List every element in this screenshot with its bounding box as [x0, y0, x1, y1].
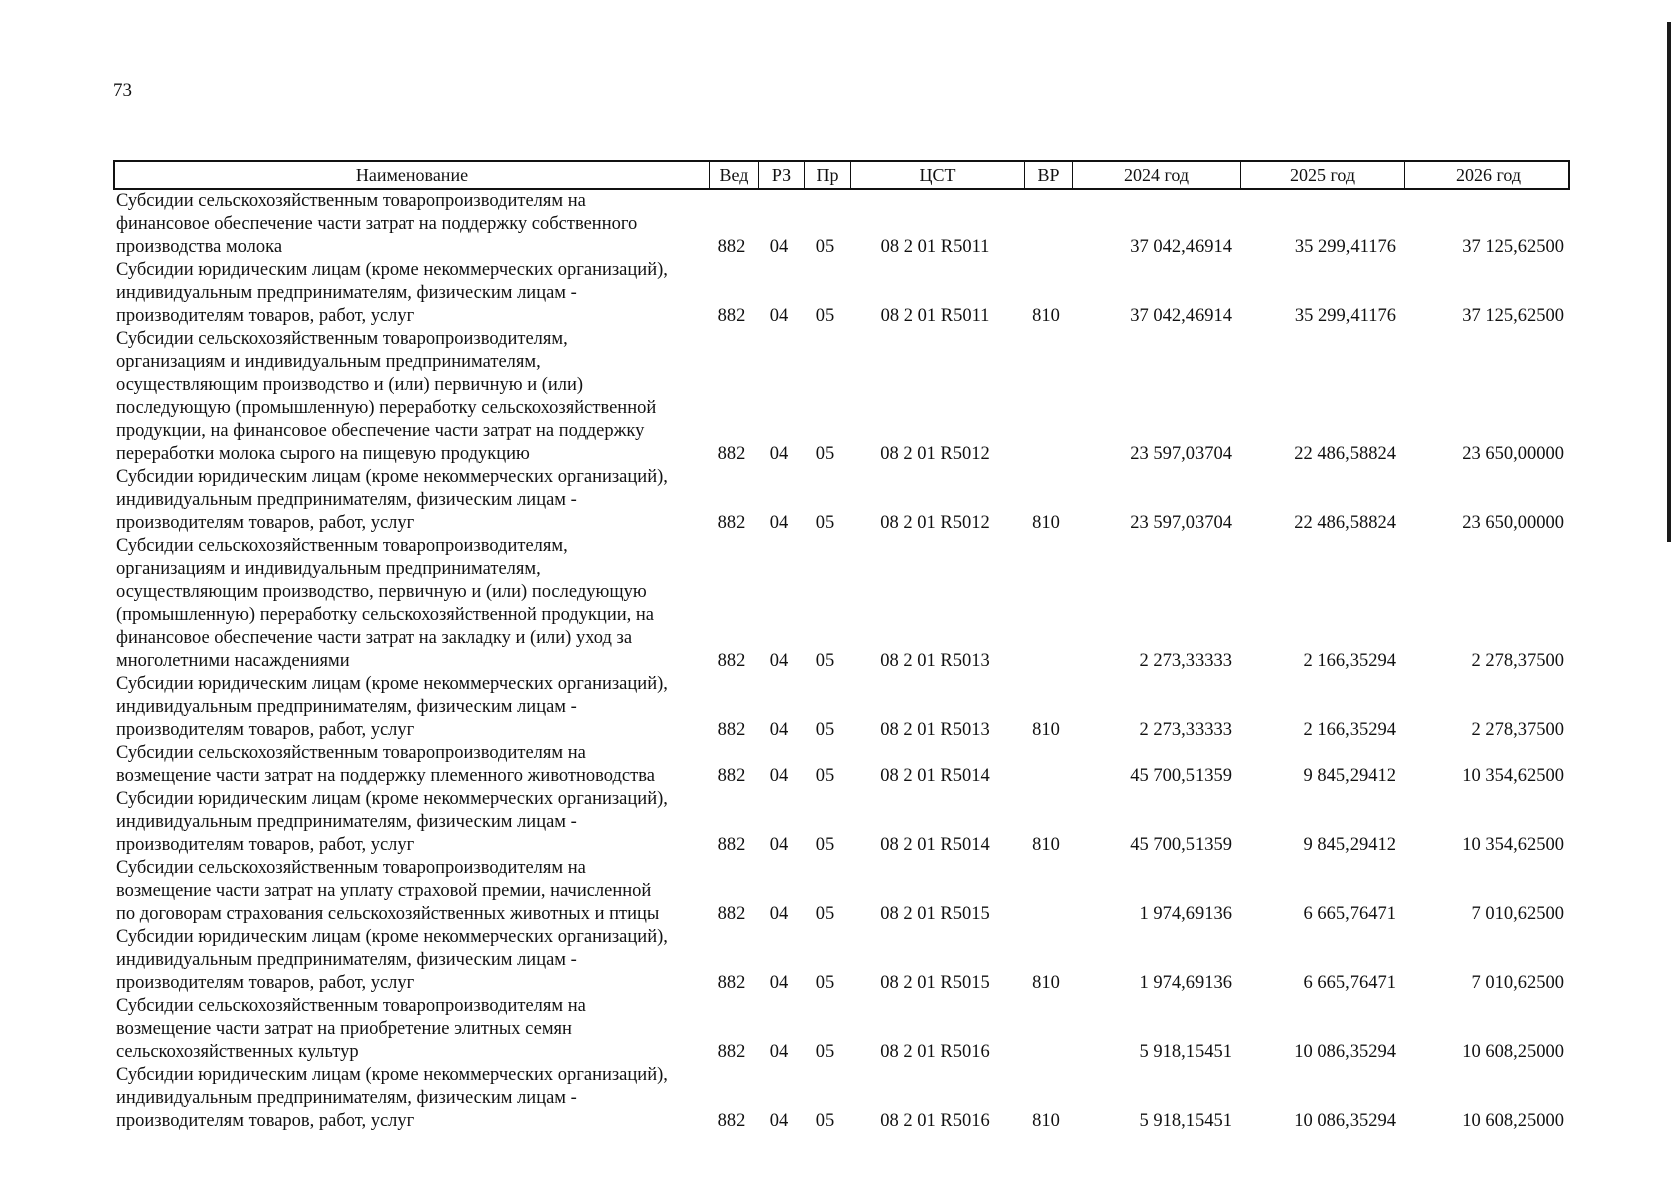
row-vr: 810 — [1032, 1111, 1060, 1131]
row-amount-2025: 10 086,35294 — [1294, 1111, 1396, 1131]
row-cst: 08 2 01 R5014 — [880, 835, 990, 855]
row-cst: 08 2 01 R5012 — [880, 444, 990, 464]
row-amount-2025: 35 299,41176 — [1294, 237, 1396, 257]
row-amount-2025: 9 845,29412 — [1303, 835, 1396, 855]
header-2026: 2026 год — [1404, 162, 1572, 188]
row-rz: 04 — [769, 835, 789, 855]
row-rz: 04 — [769, 513, 789, 533]
row-amount-2026: 10 608,25000 — [1462, 1111, 1564, 1131]
row-amount-2024: 37 042,46914 — [1130, 306, 1232, 326]
row-ved: 882 — [717, 651, 746, 671]
row-pr: 05 — [815, 835, 835, 855]
row-vr: 810 — [1032, 835, 1060, 855]
row-rz: 04 — [769, 720, 789, 740]
row-vr: 810 — [1032, 513, 1060, 533]
header-pr: Пр — [804, 162, 850, 188]
header-rz: РЗ — [758, 162, 804, 188]
row-cst: 08 2 01 R5016 — [880, 1111, 990, 1131]
row-vr: 810 — [1032, 306, 1060, 326]
table-row — [113, 673, 1570, 742]
header-vr: ВР — [1024, 162, 1072, 188]
row-rz: 04 — [769, 444, 789, 464]
row-ved: 882 — [717, 306, 746, 326]
row-pr: 05 — [815, 904, 835, 924]
row-name: Субсидии юридическим лицам (кроме некоммерческих организаций), индивидуальным предпринимателям, физическим лицам - производителям товаров, работ, услуг — [116, 260, 668, 326]
row-cst: 08 2 01 R5012 — [880, 513, 990, 533]
table-row — [113, 1064, 1570, 1133]
table-row — [113, 742, 1570, 788]
row-name: Субсидии сельскохозяйственным товаропроизводителям на возмещение части затрат на поддержку племенного животноводства — [116, 743, 655, 786]
row-name: Субсидии сельскохозяйственным товаропроизводителям на возмещение части затрат на уплату страховой премии, начисленной по договорам страхования сельскохозяйственных животных и птицы — [116, 858, 660, 924]
row-pr: 05 — [815, 651, 835, 671]
row-name: Субсидии юридическим лицам (кроме некоммерческих организаций), индивидуальным предпринимателям, физическим лицам - производителям товаров, работ, услуг — [116, 927, 668, 993]
header-cst: ЦСТ — [850, 162, 1024, 188]
table-body — [113, 190, 1570, 1133]
row-ved: 882 — [717, 444, 746, 464]
header-2024: 2024 год — [1072, 162, 1240, 188]
row-ved: 882 — [717, 904, 746, 924]
row-amount-2025: 6 665,76471 — [1303, 904, 1396, 924]
table-row — [113, 259, 1570, 328]
row-pr: 05 — [815, 1042, 835, 1062]
row-amount-2026: 10 354,62500 — [1462, 766, 1564, 786]
row-ved: 882 — [717, 835, 746, 855]
row-rz: 04 — [769, 766, 789, 786]
header-ved: Вед — [709, 162, 758, 188]
row-amount-2026: 7 010,62500 — [1471, 904, 1564, 924]
row-pr: 05 — [815, 306, 835, 326]
budget-table — [113, 160, 1570, 1133]
row-pr: 05 — [815, 973, 835, 993]
row-ved: 882 — [717, 973, 746, 993]
row-amount-2025: 10 086,35294 — [1294, 1042, 1396, 1062]
row-rz: 04 — [769, 1111, 789, 1131]
row-amount-2025: 35 299,41176 — [1294, 306, 1396, 326]
row-ved: 882 — [717, 720, 746, 740]
row-amount-2026: 23 650,00000 — [1462, 444, 1564, 464]
row-amount-2026: 2 278,37500 — [1471, 720, 1564, 740]
row-name: Субсидии сельскохозяйственным товаропроизводителям на возмещение части затрат на приобретение элитных семян сельскохозяйственных культур — [116, 996, 586, 1062]
row-pr: 05 — [815, 513, 835, 533]
header-2025: 2025 год — [1240, 162, 1404, 188]
row-cst: 08 2 01 R5011 — [880, 306, 990, 326]
table-row — [113, 328, 1570, 466]
row-rz: 04 — [769, 651, 789, 671]
row-amount-2025: 2 166,35294 — [1303, 720, 1396, 740]
table-header — [113, 160, 1570, 190]
row-pr: 05 — [815, 1111, 835, 1131]
row-cst: 08 2 01 R5015 — [880, 904, 990, 924]
row-rz: 04 — [769, 237, 789, 257]
row-pr: 05 — [815, 766, 835, 786]
row-amount-2026: 10 608,25000 — [1462, 1042, 1564, 1062]
row-amount-2024: 5 918,15451 — [1139, 1042, 1232, 1062]
row-rz: 04 — [769, 306, 789, 326]
header-name: Наименование — [355, 165, 469, 185]
row-name: Субсидии юридическим лицам (кроме некоммерческих организаций), индивидуальным предпринимателям, физическим лицам - производителям товаров, работ, услуг — [116, 1065, 668, 1131]
row-amount-2024: 1 974,69136 — [1139, 973, 1232, 993]
row-cst: 08 2 01 R5014 — [880, 766, 990, 786]
scan-edge-line — [1667, 22, 1671, 542]
table-row — [113, 466, 1570, 535]
row-pr: 05 — [815, 720, 835, 740]
row-amount-2025: 22 486,58824 — [1294, 513, 1396, 533]
row-amount-2024: 23 597,03704 — [1130, 444, 1232, 464]
row-amount-2024: 45 700,51359 — [1130, 766, 1232, 786]
row-amount-2026: 10 354,62500 — [1462, 835, 1564, 855]
table-row — [113, 995, 1570, 1064]
row-ved: 882 — [717, 766, 746, 786]
row-amount-2025: 22 486,58824 — [1294, 444, 1396, 464]
page-number: 73 — [113, 80, 132, 101]
row-cst: 08 2 01 R5011 — [880, 237, 990, 257]
table-row — [113, 788, 1570, 857]
row-ved: 882 — [717, 1111, 746, 1131]
row-pr: 05 — [815, 444, 835, 464]
table-row — [113, 926, 1570, 995]
row-amount-2026: 37 125,62500 — [1462, 306, 1564, 326]
row-amount-2026: 37 125,62500 — [1462, 237, 1564, 257]
row-cst: 08 2 01 R5016 — [880, 1042, 990, 1062]
row-name: Субсидии юридическим лицам (кроме некоммерческих организаций), индивидуальным предпринимателям, физическим лицам - производителям товаров, работ, услуг — [116, 789, 668, 855]
table-row — [113, 190, 1570, 259]
row-vr: 810 — [1032, 720, 1060, 740]
row-amount-2024: 45 700,51359 — [1130, 835, 1232, 855]
row-amount-2026: 23 650,00000 — [1462, 513, 1564, 533]
row-amount-2025: 6 665,76471 — [1303, 973, 1396, 993]
table-row — [113, 535, 1570, 673]
row-name: Субсидии сельскохозяйственным товаропроизводителям, организациям и индивидуальным предпринимателям, осуществляющим производство, первичную и (или) последующую (промышленную) переработку сельскохозяйственной продукции, на финансовое обеспечение части затрат на закладку и (или) уход за многолетними насаждениями — [116, 536, 654, 671]
row-amount-2026: 7 010,62500 — [1471, 973, 1564, 993]
row-amount-2024: 23 597,03704 — [1130, 513, 1232, 533]
row-cst: 08 2 01 R5013 — [880, 720, 990, 740]
row-amount-2024: 37 042,46914 — [1130, 237, 1232, 257]
row-amount-2024: 2 273,33333 — [1139, 651, 1232, 671]
row-amount-2025: 9 845,29412 — [1303, 766, 1396, 786]
row-amount-2024: 5 918,15451 — [1139, 1111, 1232, 1131]
row-ved: 882 — [717, 513, 746, 533]
row-cst: 08 2 01 R5015 — [880, 973, 990, 993]
row-amount-2024: 2 273,33333 — [1139, 720, 1232, 740]
row-vr: 810 — [1032, 973, 1060, 993]
row-name: Субсидии юридическим лицам (кроме некоммерческих организаций), индивидуальным предпринимателям, физическим лицам - производителям товаров, работ, услуг — [116, 467, 668, 533]
row-amount-2026: 2 278,37500 — [1471, 651, 1564, 671]
row-name: Субсидии юридическим лицам (кроме некоммерческих организаций), индивидуальным предпринимателям, физическим лицам - производителям товаров, работ, услуг — [116, 674, 668, 740]
row-cst: 08 2 01 R5013 — [880, 651, 990, 671]
row-name: Субсидии сельскохозяйственным товаропроизводителям на финансовое обеспечение части затрат на поддержку собственного производства молока — [116, 191, 638, 257]
row-rz: 04 — [769, 904, 789, 924]
row-name: Субсидии сельскохозяйственным товаропроизводителям, организациям и индивидуальным предпринимателям, осуществляющим производство и (или) первичную и (или) последующую (промышленную) переработку сельскохозяйственной продукции, на финансовое обеспечение части затрат на поддержку переработки молока сырого на пищевую продукцию — [116, 329, 657, 464]
row-pr: 05 — [815, 237, 835, 257]
row-rz: 04 — [769, 1042, 789, 1062]
row-ved: 882 — [717, 1042, 746, 1062]
row-amount-2024: 1 974,69136 — [1139, 904, 1232, 924]
row-amount-2025: 2 166,35294 — [1303, 651, 1396, 671]
row-ved: 882 — [717, 237, 746, 257]
row-rz: 04 — [769, 973, 789, 993]
table-row — [113, 857, 1570, 926]
